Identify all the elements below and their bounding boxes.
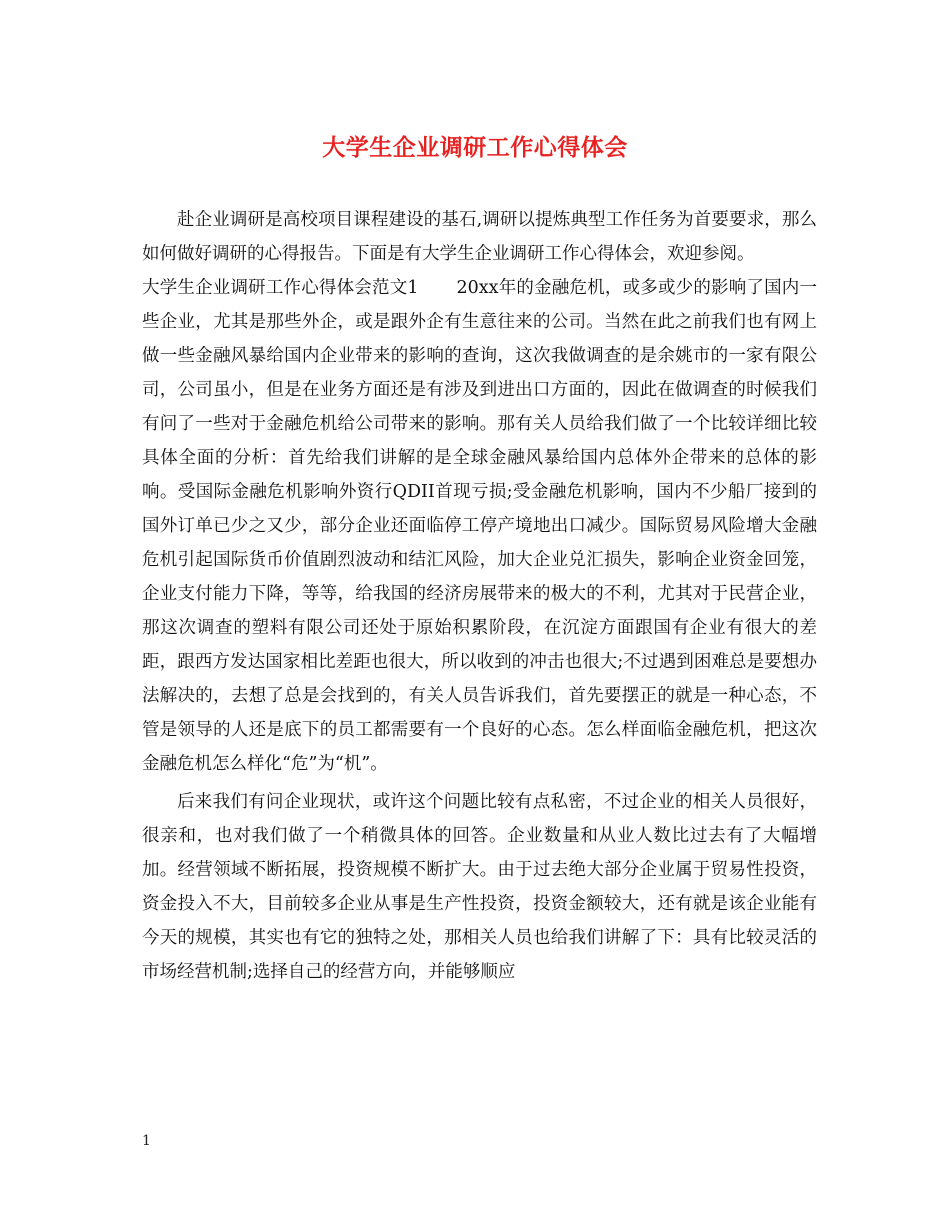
page-number: 1 [142,1133,151,1149]
document-body [142,203,817,989]
section-body: 20xx年的金融危机，或多或少的影响了国内一些企业，尤其是那些外企，或是跟外企有生意往来的公司。当然在此之前我们也有网上做一些金融风暴给国内企业带来的影响的查询，这次我做调查的是余姚市的一家有限公司，公司虽小，但是在业务方面还是有涉及到进出口方面的，因此在做调查的时候我们有问了一些对于金融危机给公司带来的影响。那有关人员给我们做了一个比较详细比较具体全面的分析：首先给我们讲解的是全球金融风暴给国内总体外企带来的总体的影响。受国际金融危机影响外资行QDII首现亏损;受金融危机影响，国内不少船厂接到的国外订单已少之又少，部分企业还面临停工停产境地出口减少。国际贸易风险增大金融危机引起国际货币价值剧烈波动和结汇风险，加大企业兑汇损失，影响企业资金回笼，企业支付能力下降，等等，给我国的经济房展带来的极大的不利，尤其对于民营企业，那这次调查的塑料有限公司还处于原始积累阶段，在沉淀方面跟国有企业有很大的差距，跟西方发达国家相比差距也很大，所以收到的冲击也很大;不过遇到困难总是要想办法解决的，去想了总是会找到的，有关人员告诉我们，首先要摆正的就是一种心态，不管是领导的人还是底下的员工都需要有一个良好的心态。怎么样面临金融危机，把这次金融危机怎么样化“危”为“机”。 [142,278,817,774]
section-paragraph [142,271,817,781]
body-paragraph-2: 后来我们有问企业现状，或许这个问题比较有点私密，不过企业的相关人员很好，很亲和，也对我们做了一个稍微具体的回答。企业数量和从业人数比过去有了大幅增加。经营领域不断拓展，投资规模不断扩大。由于过去绝大部分企业属于贸易性投资，资金投入不大，目前较多企业从事是生产性投资，投资金额较大，还有就是该企业能有今天的规模，其实也有它的独特之处，那相关人员也给我们讲解了下：具有比较灵活的市场经营机制;选择自己的经营方向，并能够顺应 [142,792,817,982]
document-title: 大学生企业调研工作心得体会 [322,134,628,161]
section-heading: 大学生企业调研工作心得体会范文1 [142,278,419,298]
intro-paragraph: 赴企业调研是高校项目课程建设的基石,调研以提炼典型工作任务为首要要求，那么如何做好调研的心得报告。下面是有大学生企业调研工作心得体会，欢迎参阅。 [142,210,817,264]
